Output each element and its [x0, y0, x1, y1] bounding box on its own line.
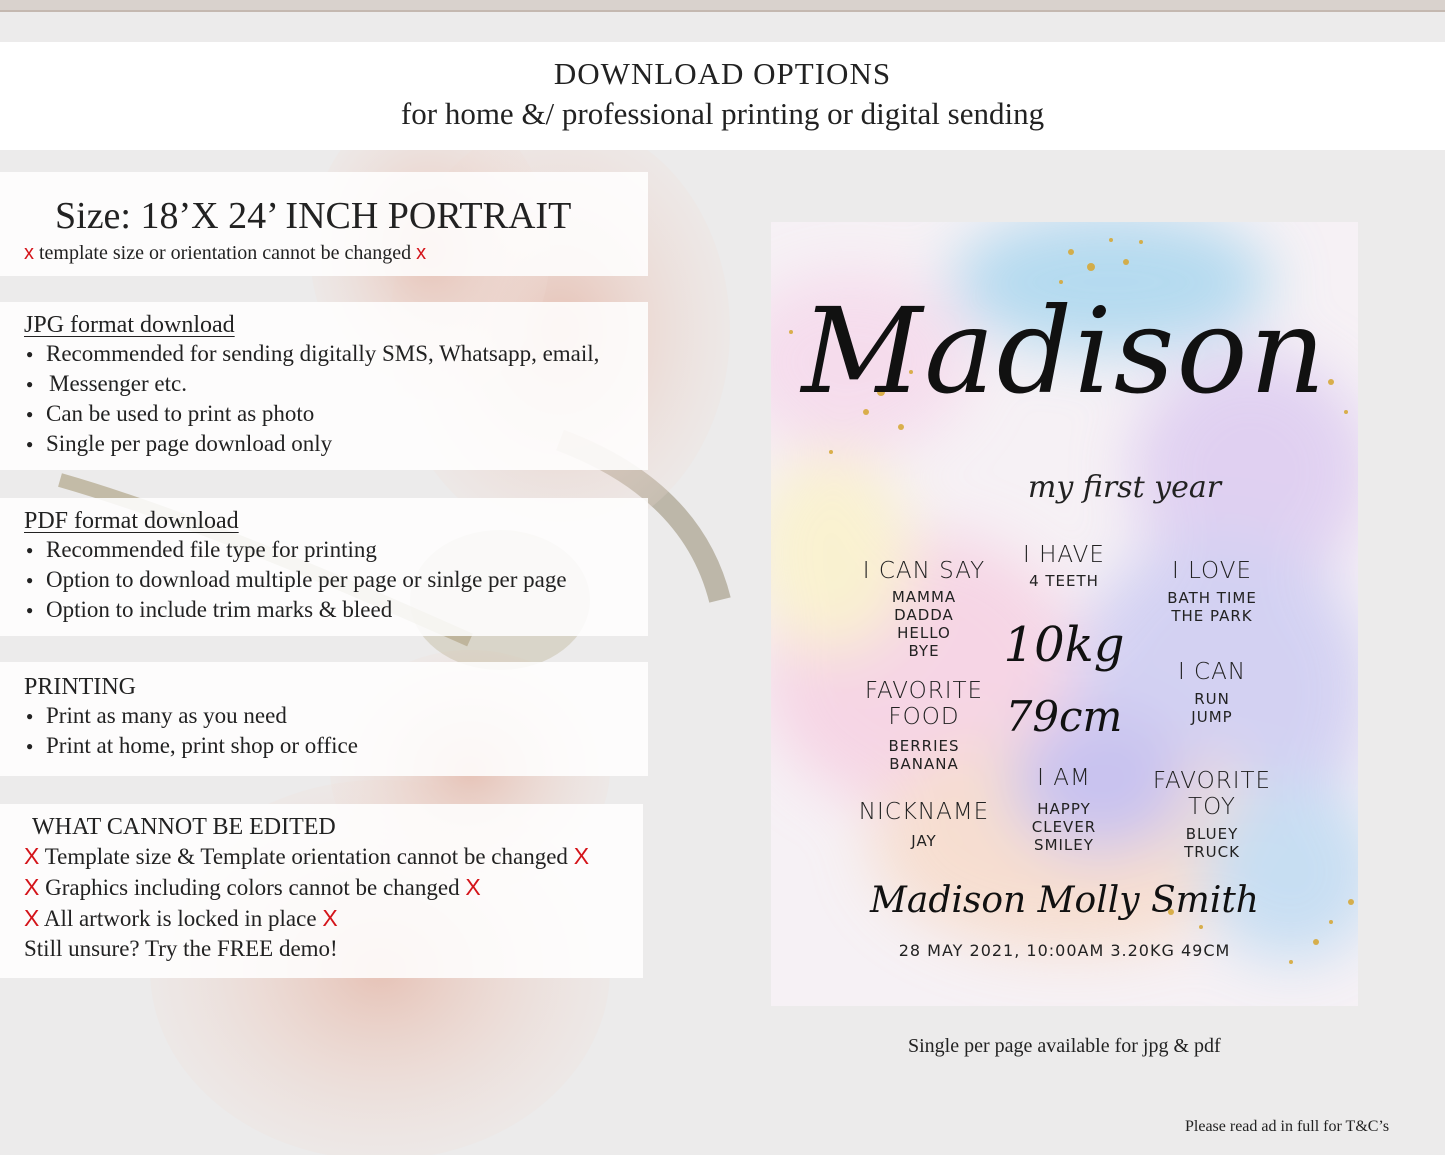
x-mark: x: [24, 242, 34, 264]
list-item-continuation: ● Messenger etc.: [24, 369, 648, 399]
pdf-list: [24, 535, 648, 625]
download-options-header: [0, 42, 1445, 150]
jpg-section-title: JPG format download: [24, 312, 235, 338]
poster-preview: [771, 222, 1358, 1006]
size-title: Size: 18’X 24’ INCH PORTRAIT: [55, 195, 572, 237]
pdf-section-title: PDF format download: [24, 508, 239, 534]
printing-panel: [0, 662, 648, 776]
list-item: ● Option to download multiple per page or sinlge per page: [24, 565, 648, 595]
have-title: I HAVE: [1023, 542, 1105, 568]
cannot-edit-line: X Template size & Template orientation cannot be changed X: [24, 843, 590, 869]
demo-line: Still unsure? Try the FREE demo!: [24, 936, 338, 961]
list-item: ● Print as many as you need: [24, 701, 648, 731]
header-title: DOWNLOAD OPTIONS: [553, 56, 892, 91]
poster-subtitle: my first year: [1027, 470, 1222, 505]
can-say-title: I CAN SAY: [862, 558, 986, 584]
height-value: 79cm: [1005, 692, 1123, 741]
have-value: 4 TEETH: [1029, 572, 1099, 590]
am-items: HAPPY CLEVER SMILEY: [1031, 800, 1097, 854]
size-note: [24, 242, 426, 265]
am-title: I AM: [1037, 765, 1091, 791]
cannot-edit-panel: [0, 804, 643, 978]
size-note-text: template size or orientation cannot be changed: [39, 242, 412, 264]
can-title: I CAN: [1177, 659, 1247, 685]
weight-value: 10kg: [1003, 617, 1125, 673]
cannot-edit-line: X All artwork is locked in place X: [24, 905, 338, 931]
food-items: BERRIES BANANA: [888, 737, 960, 773]
list-item: ● Recommended file type for printing: [24, 535, 648, 565]
size-panel: [0, 172, 648, 276]
x-mark: x: [416, 242, 427, 264]
nickname-value: JAY: [911, 832, 937, 850]
full-name: Madison Molly Smith: [870, 880, 1259, 921]
jpg-panel: [0, 302, 648, 470]
jpg-list: [24, 339, 648, 459]
poster-caption: Single per page available for jpg & pdf: [908, 1035, 1221, 1057]
cannot-edit-line: X Graphics including colors cannot be changed X: [24, 874, 481, 900]
header-subtitle: for home &/ professional printing or digital sending: [400, 96, 1045, 131]
cannot-edit-title: WHAT CANNOT BE EDITED: [32, 814, 336, 840]
terms-footnote: Please read ad in full for T&C’s: [1185, 1118, 1390, 1135]
love-title: I LOVE: [1171, 558, 1253, 584]
toy-title: FAVORITE TOY: [1152, 768, 1272, 820]
list-item: ● Print at home, print shop or office: [24, 731, 648, 761]
can-items: RUN JUMP: [1191, 690, 1233, 726]
birth-info: 28 MAY 2021, 10:00AM 3.20KG 49CM: [898, 941, 1231, 960]
printing-title: PRINTING: [24, 674, 136, 700]
printing-list: [24, 701, 648, 761]
toy-items: BLUEY TRUCK: [1184, 825, 1240, 861]
food-title: FAVORITE FOOD: [864, 678, 984, 730]
can-say-items: MAMMA DADDA HELLO BYE: [891, 588, 957, 660]
list-item: ● Can be used to print as photo: [24, 399, 648, 429]
nickname-title: NICKNAME: [858, 799, 990, 825]
love-items: BATH TIME THE PARK: [1167, 589, 1257, 625]
list-item: ● Single per page download only: [24, 429, 648, 459]
poster-name: Madison: [801, 282, 1328, 420]
list-item: ● Recommended for sending digitally SMS, Whatsapp, email,: [24, 339, 648, 369]
pdf-panel: [0, 498, 648, 636]
list-item: ● Option to include trim marks & bleed: [24, 595, 648, 625]
